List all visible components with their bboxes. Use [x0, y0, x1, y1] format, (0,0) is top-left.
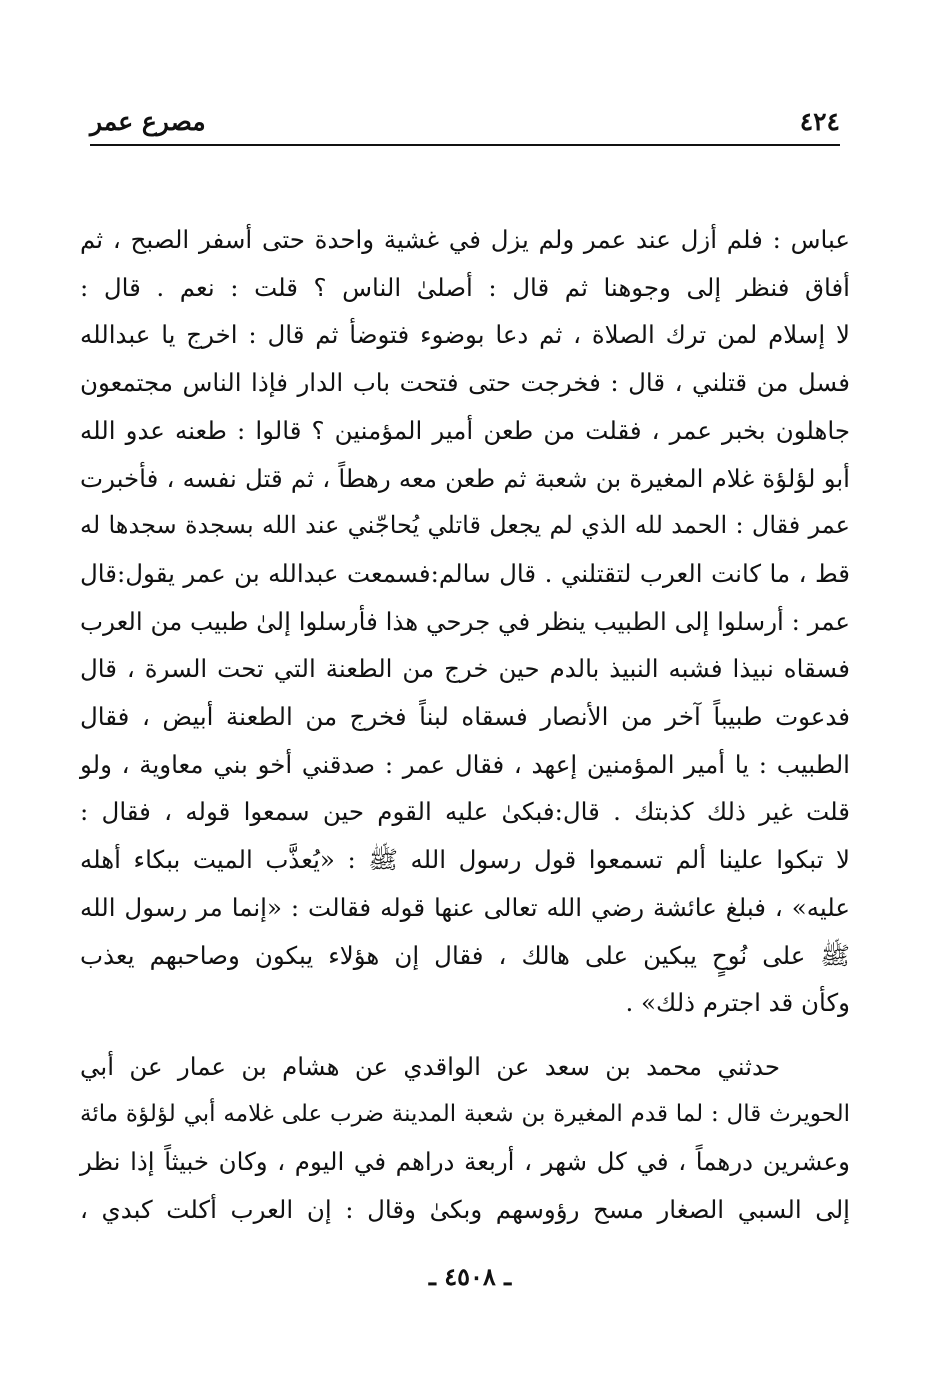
text-line: الحويرث قال : لما قدم المغيرة بن شعبة المدينة ضرب على غلامه أبي لؤلؤة مائة [80, 1100, 850, 1127]
footer-page-number: ـ ٤٥٠٨ ـ [428, 1262, 512, 1291]
text-line: أفاق فنظر إلى وجوهنا ثم قال : أصلىٰ الناس ؟ قلت : نعم . قال : [80, 272, 850, 302]
text-line: وعشرين درهماً ، في كل شهر ، أربعة دراهم في اليوم ، وكان خبيثاً إذا نظر [80, 1147, 850, 1177]
text-line: حدثني محمد بن سعد عن الواقدي عن هشام بن عمار عن أبي [80, 1051, 780, 1081]
text-line: قلت غير ذلك كذبتك . قال:فبكىٰ عليه القوم حين سمعوا قوله ، فقال : [80, 797, 850, 827]
text-line: ﷺ على نُوحٍ يبكين على هالك ، فقال إن هؤلاء يبكون وصاحبهم يعذب [80, 940, 850, 970]
paragraph-1 [80, 216, 850, 1027]
text-line: لا إسلام لمن ترك الصلاة ، ثم دعا بوضوء فتوضأ ثم قال : اخرج يا عبدالله [80, 320, 850, 350]
text-line: عليه» ، فبلغ عائشة رضي الله تعالى عنها قوله فقالت : «إنما مر رسول الله [80, 892, 850, 922]
text-line: لا تبكوا علينا ألم تسمعوا قول رسول الله ﷺ : «يُعذَّب الميت ببكاء أهله [80, 845, 850, 875]
text-line: عمر : أرسلوا إلى الطبيب ينظر في جرحي هذا فأرسلوا إلىٰ طبيب من العرب [80, 606, 850, 636]
page-number: ٤٢٤ [799, 107, 840, 136]
text-line: جاهلون بخبر عمر ، فقلت من طعن أمير المؤمنين ؟ قالوا : طعنه عدو الله [80, 415, 850, 445]
text-line: إلى السبي الصغار مسح رؤوسهم وبكىٰ وقال : إن العرب أكلت كبدي ، [80, 1195, 850, 1225]
paragraph-2 [80, 1043, 850, 1234]
text-line: عباس : فلم أزل عند عمر ولم يزل في غشية واحدة حتى أسفر الصبح ، ثم [80, 225, 850, 254]
page-body [80, 216, 850, 1234]
text-line: عمر فقال : الحمد لله الذي لم يجعل قاتلي يُحاجّني عند الله بسجدة سجدها له [80, 511, 850, 540]
chapter-title: مصرع عمر [90, 107, 206, 136]
text-line: الطبيب : يا أمير المؤمنين إعهد ، فقال عمر : صدقني أخو بني معاوية ، ولو [80, 749, 850, 779]
running-header [90, 100, 840, 146]
text-line: أبو لؤلؤة غلام المغيرة بن شعبة ثم طعن معه رهطاً ، ثم قتل نفسه ، فأخبرت [80, 463, 850, 493]
text-line: قط ، ما كانت العرب لتقتلني . قال سالم:فسمعت عبدالله بن عمر يقول:قال [80, 558, 850, 588]
text-line: فسقاه نبيذا فشبه النبيذ بالدم حين خرج من الطعنة التي تحت السرة ، قال [80, 654, 850, 684]
text-line: فدعوت طبيباً آخر من الأنصار فسقاه لبناً فخرج من الطعنة أبيض ، فقال [80, 702, 850, 732]
text-line: فسل من قتلني ، قال : فخرجت حتى فتحت باب الدار فإذا الناس مجتمعون [80, 368, 850, 398]
text-line: وكأن قد اجترم ذلك» . [625, 988, 850, 1018]
